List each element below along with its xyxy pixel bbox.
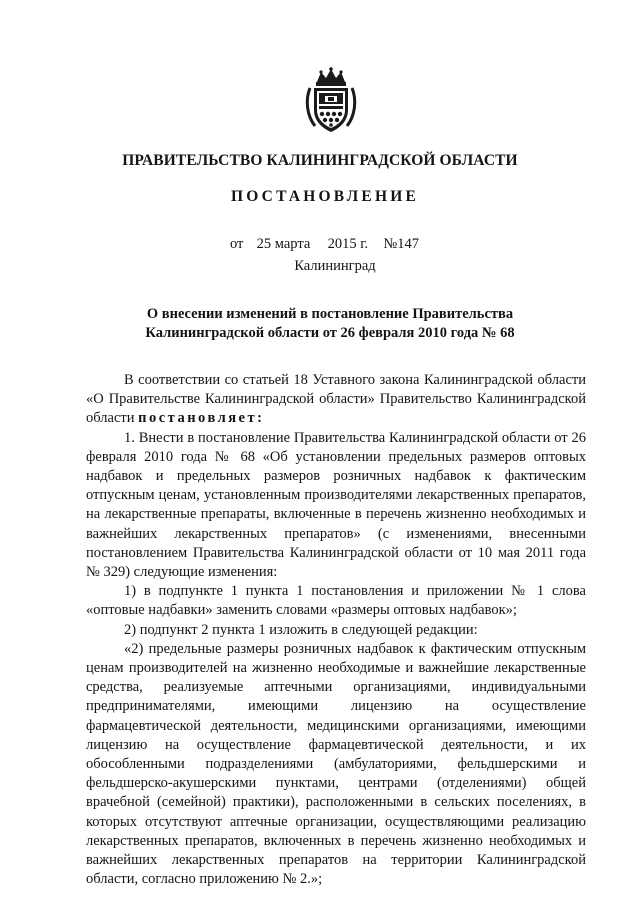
subitem-1-paragraph: 1) в подпункте 1 пункта 1 постановления и приложении № 1 слова «оптовые надбавки» заменить словами «размеры оптовых надбавок»;	[86, 583, 586, 619]
document-number: №147	[383, 236, 419, 252]
subitem-2-paragraph: 2) подпункт 2 пункта 1 изложить в следующей редакции:	[124, 621, 478, 638]
document-title	[100, 305, 560, 343]
title-line-1: О внесении изменений в постановление Правительства	[146, 306, 514, 322]
item-1-paragraph: 1. Внести в постановление Правительства Калининградской области от 26 февраля 2010 года № 68 «Об установлении предельных размеров оптовых надбавок и предельных размеров розничных надбавок к фактическим отпускным ценам, установленным производителями лекарственных препаратов, на лекарственные препараты, включенные в перечень жизненно необходимых и важнейших лекарственных препаратов» (с изменениями, внесенными постановлением Правительства Калининградской области от 10 мая 2011 года № 329) следующие изменения:	[86, 429, 586, 581]
quoted-paragraph: «2) предельные размеры розничных надбавок к фактическим отпускным ценам производителей на жизненно необходимые и важнейшие лекарственные средства, реализуемые аптечными организациями, индивидуальными предпринимателями, имеющими лицензию на осуществление фармацевтической деятельности, медицинскими организациями, имеющими лицензию на осуществление фармацевтической деятельности, и их обособленными подразделениями (амбулаториями, фельдшерскими и фельдшерско-акушерскими пунктами, центрами (отделениями) общей врачебной (семейной) практики), расположенными в сельских поселениях, в которых отсутствуют аптечные организации, осуществляющими реализацию лекарственных препаратов, включенных в перечень жизненно необходимых и важнейших лекарственных препаратов на территории Калининградской области, согласно приложению № 2.»;	[86, 640, 586, 888]
document-type: ПОСТАНОВЛЕНИЕ	[230, 188, 420, 205]
date-line	[230, 236, 419, 253]
government-name: ПРАВИТЕЛЬСТВО КАЛИНИНГРАДСКОЙ ОБЛАСТИ	[122, 152, 518, 169]
title-line-2: Калининградской области от 26 февраля 2010 года № 68	[145, 325, 515, 341]
date-prefix: от	[230, 236, 244, 252]
city: Калининград	[294, 258, 376, 274]
preamble-paragraph	[86, 371, 586, 429]
date-year: 2015 г.	[327, 236, 369, 252]
decree-word: постановляет:	[138, 410, 265, 427]
coat-of-arms-icon	[303, 66, 359, 136]
preamble-text: В соответствии со статьей 18 Уставного закона Калининградской области «О Правительстве Калининградской области» Правительство Калининградской области	[86, 372, 586, 427]
document-body	[86, 371, 586, 889]
date-day-month: 25 марта	[256, 236, 311, 252]
